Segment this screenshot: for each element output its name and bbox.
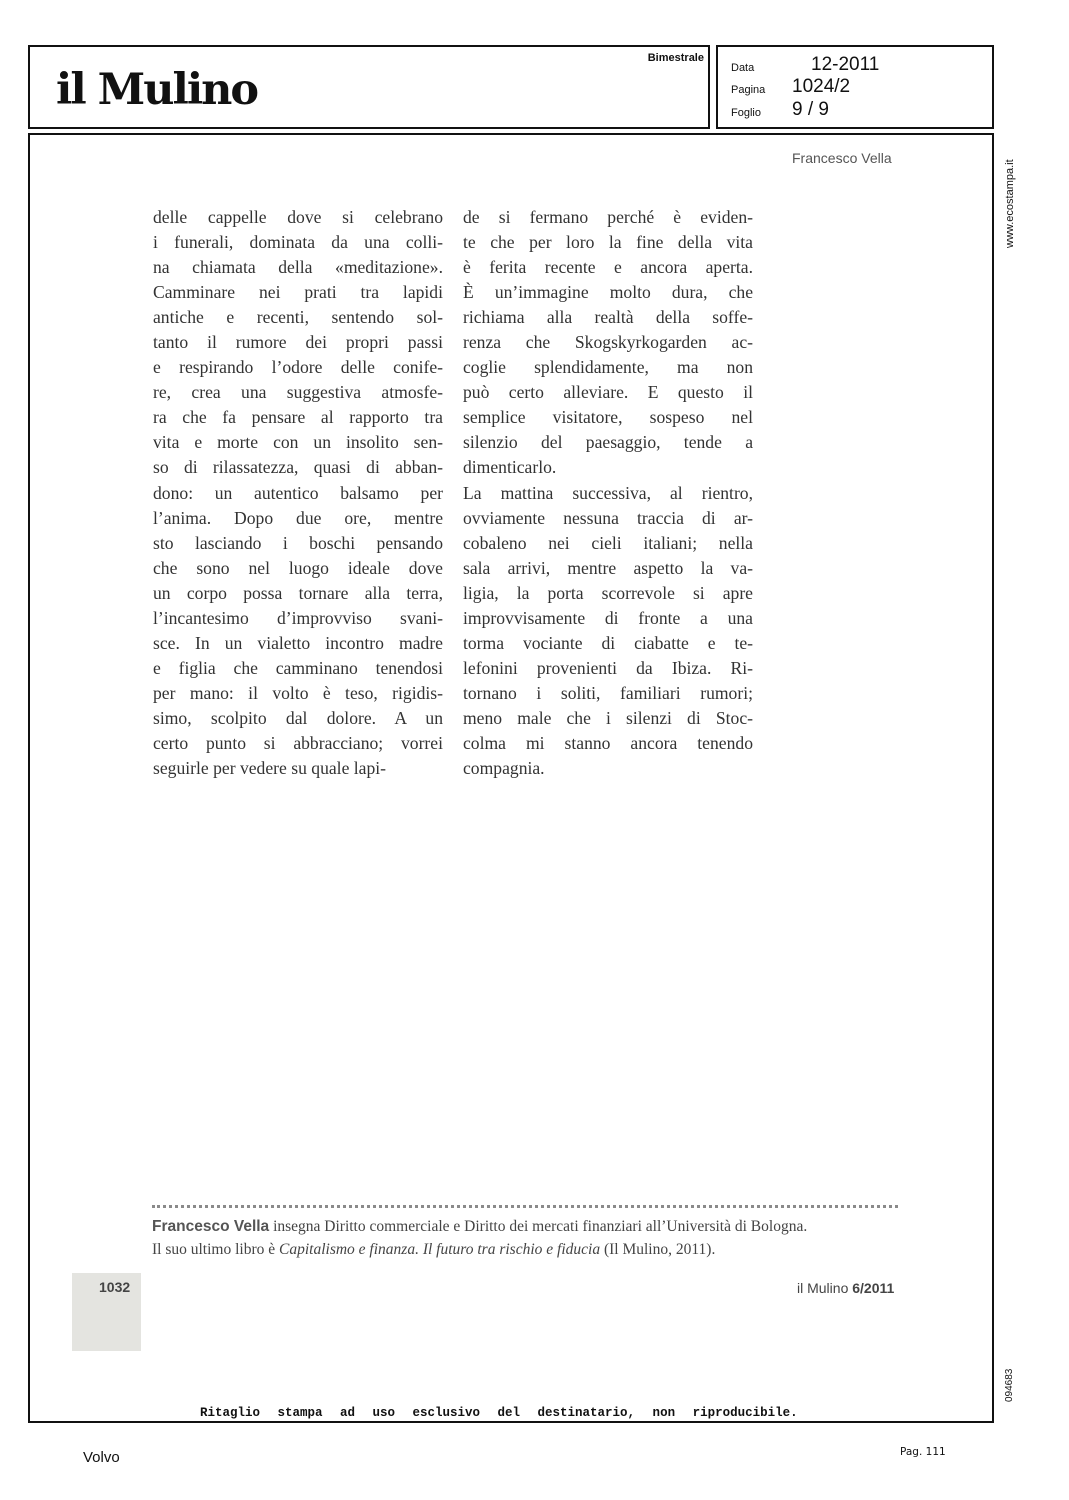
article-line: può certo alleviare. E questo il [463, 382, 753, 403]
foglio-label: Foglio [731, 107, 761, 119]
article-line: lefonini provenienti da Ibiza. Ri- [463, 657, 753, 678]
article-line: delle cappelle dove si celebrano [153, 207, 443, 227]
article-line: so di rilassatezza, quasi di abban- [153, 457, 443, 478]
article-line: e figlia che camminano tenendosi [153, 657, 443, 678]
footer-client: Volvo [83, 1449, 120, 1466]
bio-text-line2-prefix: Il suo ultimo libro è [152, 1241, 280, 1258]
article-line: dono: un autentico balsamo per [153, 482, 443, 503]
article-line: l’incantesimo d’improvviso svani- [153, 607, 443, 628]
article-line: re, crea una suggestiva atmosfe- [153, 382, 443, 403]
article-line: ovviamente nessuna traccia di ar- [463, 507, 753, 528]
article-line: tanto il rumore dei propri passi [153, 332, 443, 353]
article-line: de si fermano perché è eviden- [463, 207, 753, 227]
issue-number: 6/2011 [852, 1280, 895, 1296]
article-line: vita e morte con un insolito sen- [153, 432, 443, 453]
article-line: semplice visitatore, sospeso nel [463, 407, 753, 428]
article-line: meno male che i silenzi di Stoc- [463, 707, 753, 728]
frequency-label: Bimestrale [647, 52, 704, 64]
article-line: sto lasciando i boschi pensando [153, 532, 443, 553]
article-line: richiama alla realtà della soffe- [463, 307, 753, 328]
dotted-separator [152, 1205, 898, 1208]
article-line: ligia, la porta scorrevole si apre [463, 582, 753, 603]
masthead-box [28, 45, 710, 129]
article-line: silenzio del paesaggio, tende a [463, 432, 753, 453]
author-bio [152, 1215, 912, 1261]
article-line: seguirle per vedere su quale lapi- [153, 758, 387, 779]
bio-text-line2-suffix: (Il Mulino, 2011). [600, 1241, 716, 1258]
article-line: dimenticarlo. [463, 457, 557, 478]
bio-text-line1: insegna Diritto commerciale e Diritto dei mercati finanziari all’Università di Bologna. [269, 1218, 808, 1235]
disclaimer: Ritaglio stampa ad uso esclusivo del destinatario, non riproducibile. [200, 1406, 798, 1420]
running-author: Francesco Vella [792, 150, 892, 166]
footer-page: Pag. 111 [900, 1446, 946, 1458]
issue-label [797, 1280, 894, 1296]
bio-author-name: Francesco Vella [152, 1218, 270, 1235]
article-line: Camminare nei prati tra lapidi [153, 282, 443, 303]
article-line: sce. In un vialetto incontro madre [153, 632, 443, 653]
article-line: colma mi stanno ancora tenendo [463, 732, 753, 753]
article-line: è ferita recente e ancora aperta. [463, 257, 753, 278]
side-code: 094683 [1004, 1368, 1015, 1402]
article-column-right [463, 205, 753, 781]
data-label: Data [731, 62, 755, 74]
side-website: www.ecostampa.it [1004, 159, 1016, 248]
article-line: un corpo possa tornare alla terra, [153, 582, 443, 603]
data-value: 12-2011 [811, 54, 880, 75]
article-line: te che per loro la fine della vita [463, 232, 753, 253]
article-column-left [153, 205, 443, 781]
article-line: renza che Skogskyrkogarden ac- [463, 332, 753, 353]
foglio-value: 9 / 9 [792, 99, 829, 120]
article-line: È un’immagine molto dura, che [463, 282, 753, 303]
article-line: per mano: il volto è teso, rigidis- [153, 682, 443, 703]
article-line: tornano i soliti, familiari rumori; [463, 682, 753, 703]
article-line: na chiamata della «meditazione». [153, 257, 443, 278]
article-line: l’anima. Dopo due ore, mentre [153, 507, 443, 528]
publication-logo: il Mulino [56, 65, 258, 115]
page-number: 1032 [99, 1279, 131, 1295]
article-line: compagnia. [463, 758, 545, 779]
article-line: simo, scolpito dal dolore. A un [153, 707, 443, 728]
article-line: certo punto si abbracciano; vorrei [153, 732, 443, 753]
pagina-value: 1024/2 [792, 76, 851, 97]
article-line: torma vociante di ciabatte e te- [463, 632, 753, 653]
article-line: cobaleno nei cieli italiani; nella [463, 532, 753, 553]
clipping-meta-box [716, 45, 994, 129]
issue-prefix: il Mulino [797, 1280, 853, 1296]
article-line: e respirando l’odore delle conife- [153, 357, 443, 378]
article-line: improvvisamente di fronte a una [463, 607, 753, 628]
article-line: antiche e recenti, sentendo sol- [153, 307, 443, 328]
article-line: ra che fa pensare al rapporto tra [153, 407, 443, 428]
article-line: La mattina successiva, al rientro, [463, 482, 753, 503]
article-line: che sono nel luogo ideale dove [153, 557, 443, 578]
article-line: i funerali, dominata da una colli- [153, 232, 443, 253]
bio-book-title: Capitalismo e finanza. Il futuro tra rischio e fiducia [279, 1241, 601, 1258]
pagina-label: Pagina [731, 84, 766, 96]
article-line: coglie splendidamente, ma non [463, 357, 753, 378]
article-line: sala arrivi, mentre aspetto la va- [463, 557, 753, 578]
